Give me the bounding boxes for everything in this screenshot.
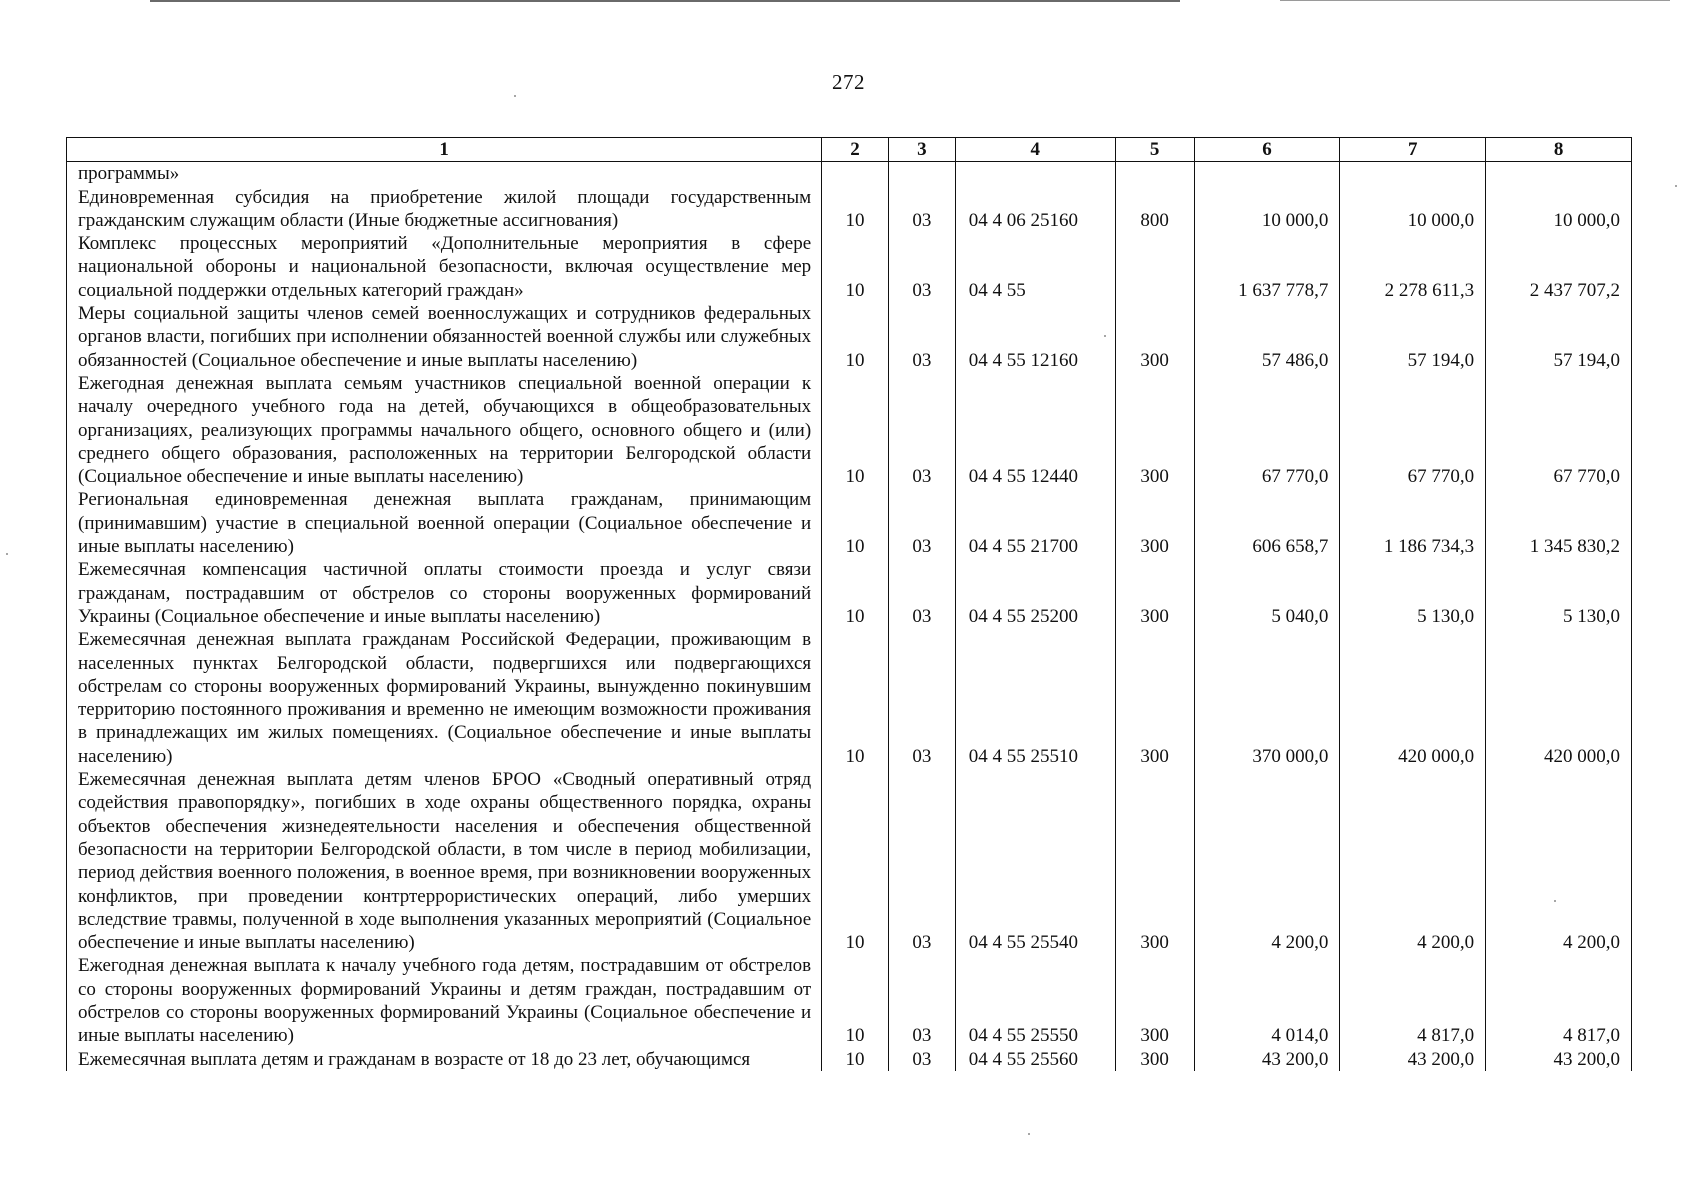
cell-amount-col8: 67 770,0 [1486,372,1632,488]
row-description: программы» [67,162,822,186]
cell-target-code [955,162,1115,186]
table-body [67,162,1632,1071]
cell-amount-col8: 2 437 707,2 [1486,232,1632,302]
cell-amount-col7: 43 200,0 [1340,1048,1486,1071]
cell-subsection: 03 [888,186,955,233]
cell-section: 10 [822,186,889,233]
column-header: 5 [1115,138,1194,162]
cell-subsection: 03 [888,628,955,768]
cell-amount-col7: 67 770,0 [1340,372,1486,488]
cell-amount-col6: 57 486,0 [1194,302,1340,372]
cell-expense-type: 300 [1115,1048,1194,1071]
row-description: Ежемесячная выплата детям и гражданам в возрасте от 18 до 23 лет, обучающимся [67,1048,822,1071]
cell-amount-col6: 67 770,0 [1194,372,1340,488]
row-description: Ежемесячная денежная выплата детям членов БРОО «Сводный оперативный отряд содействия правопорядку», погибших в ходе охраны общественного порядка, охраны объектов обеспечения жизнедеятельности населения и обеспечения общественной безопасности на территории Белгородской области, в том числе в период мобилизации, период действия военного положения, в военное время, при возникновении вооруженных конфликтов, при проведении контртеррористических операций, либо умерших вследствие травмы, полученной в ходе выполнения указанных мероприятий (Социальное обеспечение и иные выплаты населению) [67,768,822,954]
row-description: Меры социальной защиты членов семей военнослужащих и сотрудников федеральных органов власти, погибших при исполнении обязанностей военной службы или служебных обязанностей (Социальное обеспечение и иные выплаты населению) [67,302,822,372]
row-description: Ежемесячная компенсация частичной оплаты стоимости проезда и услуг связи гражданам, пострадавшим от обстрелов со стороны вооруженных формирований Украины (Социальное обеспечение и иные выплаты населению) [67,558,822,628]
cell-amount-col8: 5 130,0 [1486,558,1632,628]
budget-table [66,137,1632,1071]
cell-amount-col7: 420 000,0 [1340,628,1486,768]
cell-amount-col7: 5 130,0 [1340,558,1486,628]
cell-amount-col7: 4 200,0 [1340,768,1486,954]
cell-expense-type: 800 [1115,186,1194,233]
cell-section [822,162,889,186]
cell-amount-col6 [1194,162,1340,186]
cell-amount-col6: 370 000,0 [1194,628,1340,768]
scan-speck [1554,900,1556,902]
cell-target-code: 04 4 55 21700 [955,488,1115,558]
cell-subsection: 03 [888,232,955,302]
cell-amount-col8: 10 000,0 [1486,186,1632,233]
column-header: 3 [888,138,955,162]
cell-target-code: 04 4 55 25510 [955,628,1115,768]
cell-subsection [888,162,955,186]
row-description: Региональная единовременная денежная выплата гражданам, принимающим (принимавшим) участие в специальной военной операции (Социальное обеспечение и иные выплаты населению) [67,488,822,558]
row-description: Единовременная субсидия на приобретение жилой площади государственным гражданским служащим области (Иные бюджетные ассигнования) [67,186,822,233]
cell-target-code: 04 4 55 12160 [955,302,1115,372]
scan-speck [1675,185,1677,187]
cell-expense-type: 300 [1115,488,1194,558]
cell-amount-col7: 2 278 611,3 [1340,232,1486,302]
cell-amount-col8: 1 345 830,2 [1486,488,1632,558]
table-row [67,954,1632,1047]
cell-section: 10 [822,488,889,558]
cell-amount-col7: 57 194,0 [1340,302,1486,372]
column-header: 6 [1194,138,1340,162]
cell-subsection: 03 [888,372,955,488]
cell-subsection: 03 [888,1048,955,1071]
table-row [67,768,1632,954]
row-description: Ежемесячная денежная выплата гражданам Российской Федерации, проживающим в населенных пунктах Белгородской области, подвергшихся или подвергающихся обстрелам со стороны вооруженных формирований Украины, вынужденно покинувшим территорию постоянного проживания и временно не имеющим возможности проживания в принадлежащих им жилых помещениях. (Социальное обеспечение и иные выплаты населению) [67,628,822,768]
column-header: 4 [955,138,1115,162]
scan-speck [1028,1133,1030,1135]
cell-expense-type: 300 [1115,558,1194,628]
cell-amount-col6: 1 637 778,7 [1194,232,1340,302]
cell-expense-type: 300 [1115,628,1194,768]
cell-expense-type: 300 [1115,302,1194,372]
cell-amount-col8: 4 817,0 [1486,954,1632,1047]
cell-section: 10 [822,628,889,768]
cell-target-code: 04 4 55 25550 [955,954,1115,1047]
cell-section: 10 [822,768,889,954]
scan-speck [514,95,516,97]
cell-amount-col6: 606 658,7 [1194,488,1340,558]
table-row [67,302,1632,372]
table-row [67,232,1632,302]
cell-section: 10 [822,302,889,372]
cell-subsection: 03 [888,488,955,558]
cell-target-code: 04 4 55 [955,232,1115,302]
column-header: 1 [67,138,822,162]
cell-subsection: 03 [888,302,955,372]
cell-expense-type [1115,162,1194,186]
cell-section: 10 [822,558,889,628]
cell-subsection: 03 [888,558,955,628]
cell-amount-col7 [1340,162,1486,186]
cell-expense-type: 300 [1115,954,1194,1047]
table-row [67,558,1632,628]
page-number: 272 [832,70,865,94]
cell-subsection: 03 [888,954,955,1047]
cell-section: 10 [822,1048,889,1071]
row-description: Комплекс процессных мероприятий «Дополнительные мероприятия в сфере национальной обороны и национальной безопасности, включая осуществление мер социальной поддержки отдельных категорий граждан» [67,232,822,302]
column-header: 7 [1340,138,1486,162]
cell-amount-col7: 10 000,0 [1340,186,1486,233]
cell-target-code: 04 4 55 25200 [955,558,1115,628]
cell-amount-col7: 1 186 734,3 [1340,488,1486,558]
top-edge-line-secondary [1280,0,1670,1]
cell-section: 10 [822,954,889,1047]
cell-amount-col8 [1486,162,1632,186]
row-description: Ежегодная денежная выплата семьям участников специальной военной операции к началу очередного учебного года на детей, обучающихся в общеобразовательных организациях, реализующих программы начального общего, основного общего и (или) среднего общего образования, расположенных на территории Белгородской области (Социальное обеспечение и иные выплаты населению) [67,372,822,488]
cell-amount-col8: 57 194,0 [1486,302,1632,372]
cell-expense-type: 300 [1115,372,1194,488]
table-row [67,1048,1632,1071]
cell-expense-type [1115,232,1194,302]
cell-amount-col7: 4 817,0 [1340,954,1486,1047]
cell-amount-col6: 10 000,0 [1194,186,1340,233]
table-row [67,372,1632,488]
cell-target-code: 04 4 06 25160 [955,186,1115,233]
table-row [67,488,1632,558]
cell-amount-col8: 4 200,0 [1486,768,1632,954]
cell-expense-type: 300 [1115,768,1194,954]
cell-target-code: 04 4 55 25560 [955,1048,1115,1071]
table-row [67,162,1632,186]
cell-section: 10 [822,372,889,488]
table-header-row [67,138,1632,162]
scan-speck [1104,335,1106,337]
table-row [67,628,1632,768]
table-row [67,186,1632,233]
cell-target-code: 04 4 55 25540 [955,768,1115,954]
column-header: 2 [822,138,889,162]
cell-section: 10 [822,232,889,302]
row-description: Ежегодная денежная выплата к началу учебного года детям, пострадавшим от обстрелов со стороны вооруженных формирований Украины и детям граждан, пострадавшим от обстрелов со стороны вооруженных формирований Украины (Социальное обеспечение и иные выплаты населению) [67,954,822,1047]
cell-amount-col6: 5 040,0 [1194,558,1340,628]
cell-target-code: 04 4 55 12440 [955,372,1115,488]
cell-amount-col6: 4 014,0 [1194,954,1340,1047]
cell-amount-col8: 43 200,0 [1486,1048,1632,1071]
column-header: 8 [1486,138,1632,162]
cell-amount-col6: 4 200,0 [1194,768,1340,954]
cell-amount-col6: 43 200,0 [1194,1048,1340,1071]
top-edge-line [150,0,1180,2]
scan-speck [6,553,8,555]
cell-subsection: 03 [888,768,955,954]
cell-amount-col8: 420 000,0 [1486,628,1632,768]
